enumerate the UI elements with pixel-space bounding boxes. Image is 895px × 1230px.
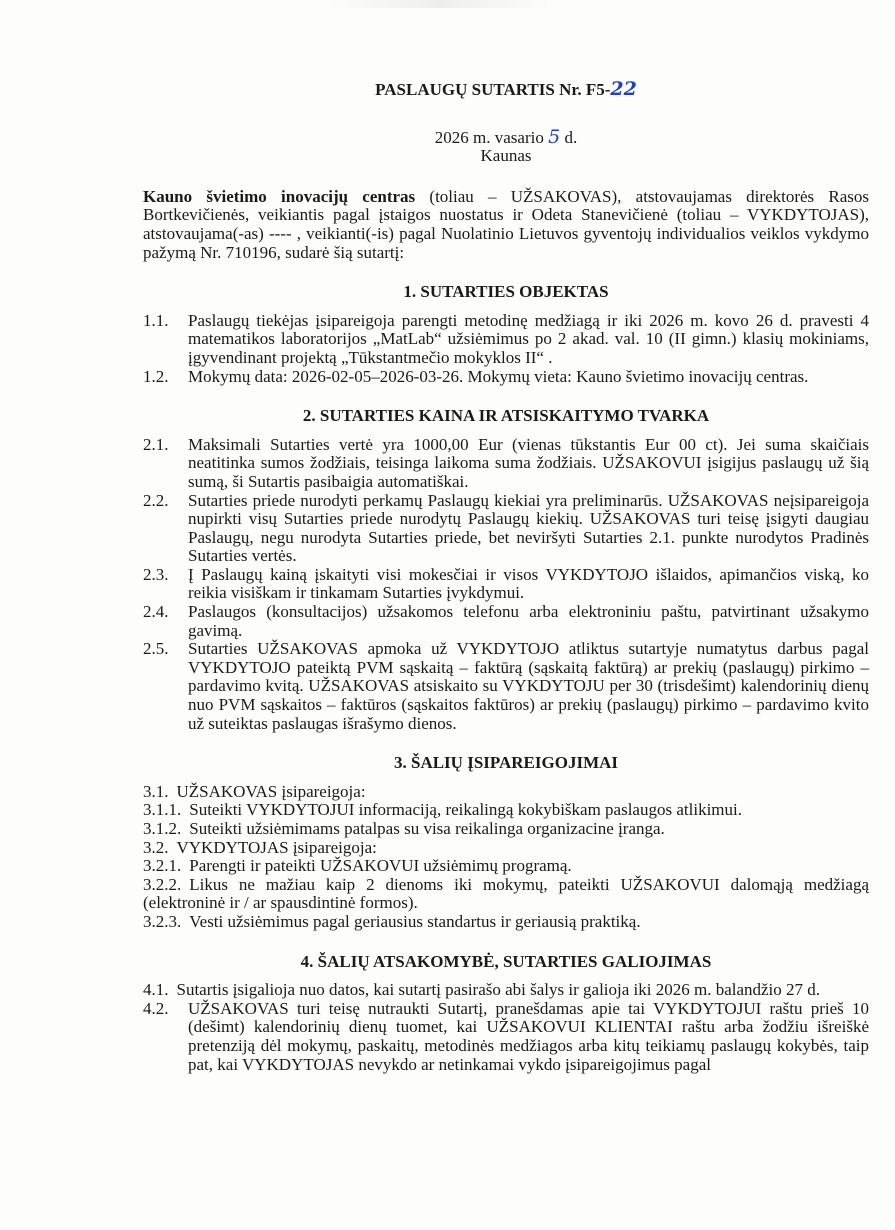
clause: [143, 640, 869, 733]
clause-text: Mokymų data: 2026-02-05–2026-03-26. Mokymų vieta: Kauno švietimo inovacijų centras.: [188, 366, 809, 386]
title-text: PASLAUGŲ SUTARTIS Nr. F5-: [375, 80, 611, 99]
intro-paragraph: [143, 188, 869, 262]
clause: [143, 603, 869, 640]
clause-text: Suteikti VYKDYTOJUI informaciją, reikalingą kokybiškam paslaugos atlikimui.: [189, 800, 742, 820]
clause: [143, 876, 869, 913]
clause-number: 2.2.: [143, 490, 169, 510]
clause-number: 2.3.: [143, 564, 169, 584]
clause: [143, 312, 869, 368]
clause: [143, 801, 869, 820]
clause-text: Sutarties UŽSAKOVAS apmoka už VYKDYTOJO atliktus sutartyje numatytus darbus pagal VYKDYTOJO pateiktą PVM sąskaitą – faktūrą (sąskaitą faktūrą) ar prekių (paslaugų) pirkimo – pardavimo kvitą. UŽSAKOVAS atsiskaito su VYKDYTOJU per 30 (trisdešimt) kalendorinių dienų nuo PVM sąskaitos – faktūros (sąskaitos faktūros) ar prekių (paslaugų) pirkimo – pardavimo kvito už suteiktas paslaugas išrašymo dienos.: [188, 639, 869, 733]
section-heading: 1. SUTARTIES OBJEKTAS: [403, 282, 609, 302]
clause-text: Sutartis įsigalioja nuo datos, kai sutartį pasirašo abi šalys ir galioja iki 2026 m. balandžio 27 d.: [176, 980, 821, 1000]
clause: [143, 820, 869, 839]
clause-number: 2.1.: [143, 434, 169, 454]
clause-number: 3.1.: [143, 781, 169, 801]
section-heading: 2. SUTARTIES KAINA IR ATSISKAITYMO TVARKA: [302, 406, 710, 426]
clause-number: 3.2.1.: [143, 856, 182, 876]
clause: [143, 566, 869, 603]
clause-number: 2.5.: [143, 639, 169, 659]
clause-text: VYKDYTOJAS įsipareigoja:: [176, 837, 377, 857]
clause-text: Suteikti užsiėmimams patalpas su visa reikalinga organizacine įranga.: [189, 819, 665, 838]
clause-number: 1.2.: [143, 366, 169, 386]
clause-number: 4.1.: [143, 980, 169, 1000]
clause: [143, 857, 869, 876]
party-name: Kauno švietimo inovacijų centras: [143, 186, 416, 206]
clause-text: Parengti ir pateikti UŽSAKOVUI užsiėmimų programą.: [189, 856, 572, 876]
clause-text: Vesti užsiėmimus pagal geriausius standartus ir geriausią praktiką.: [189, 911, 641, 931]
scan-artifact: [330, 0, 550, 8]
date-suffix: d.: [564, 127, 578, 147]
handwritten-contract-number: 22: [610, 78, 637, 100]
clause: [143, 783, 869, 802]
clause-number: 4.2.: [143, 998, 169, 1018]
section-heading: 4. ŠALIŲ ATSAKOMYBĖ, SUTARTIES GALIOJIMAS: [300, 951, 712, 971]
intro-text: (toliau – UŽSAKOVAS), atstovaujamas direktorės Rasos Bortkevičienės, veikiantis pagal įstaigos nuostatus ir Odeta Stanevičienė (toliau – VYKDYTOJAS), atstovaujama(-as) ---- , veikianti(-is) pagal Nuolatinio Lietuvos gyventojų individualios veiklos vykdymo pažymą Nr. 710196, sudarė šią sutartį:: [143, 186, 869, 262]
section-heading: 3. ŠALIŲ ĮSIPAREIGOJIMAI: [393, 753, 619, 773]
document-date: [143, 125, 869, 148]
clause-number: 3.1.2.: [143, 819, 182, 838]
handwritten-day: 5: [548, 125, 561, 148]
clause: [143, 492, 869, 566]
clause: [143, 913, 869, 932]
clause-text: Paslaugos (konsultacijos) užsakomos telefonu arba elektroniniu paštu, patvirtinant užsakymo gavimą.: [188, 602, 869, 640]
clause-number: 1.1.: [143, 310, 169, 330]
clause-number: 3.1.1.: [143, 800, 182, 820]
clause-text: Likus ne mažiau kaip 2 dienoms iki mokymų, pateikti UŽSAKOVUI dalomąją medžiagą (elektroninė ir / ar spausdintinė formos).: [143, 874, 869, 913]
clause-text: Maksimali Sutarties vertė yra 1000,00 Eur (vienas tūkstantis Eur 00 ct). Jei suma skaičiais neatitinka sumos žodžiais, teisinga laikoma suma žodžiais. UŽSAKOVUI įsigijus paslaugų už šią sumą, ši Sutartis pasibaigia automatiškai.: [188, 434, 869, 491]
date-year: 2026 m. vasario: [434, 127, 544, 147]
clause-text: Sutarties priede nurodyti perkamų Paslaugų kiekiai yra preliminarūs. UŽSAKOVAS neįsipareigoja nupirkti visų Sutarties priede nurodytų Paslaugų kiekių. UŽSAKOVAS turi teisę įsigyti daugiau Paslaugų, negu nurodyta Sutarties priede, bet neviršyti Sutarties 2.1. punkte nurodytos Pradinės Sutarties vertės.: [188, 490, 869, 566]
clause: [143, 368, 869, 387]
clause: [143, 981, 869, 1000]
clause-number: 2.4.: [143, 602, 169, 622]
clause: [143, 436, 869, 492]
document-title: [143, 80, 869, 100]
clause-number: 3.2.2.: [143, 874, 182, 894]
clause: [143, 1000, 869, 1074]
clause: [143, 839, 869, 858]
contract-page: [143, 80, 869, 1074]
clause-text: Paslaugų tiekėjas įsipareigoja parengti metodinę medžiagą ir iki 2026 m. kovo 26 d. pravesti 4 matematikos laboratorijos „MatLab“ užsiėmimus po 2 akad. val. 10 (II gimn.) klasių mokiniams, įgyvendinant projektą „Tūkstantmečio mokyklos II“ .: [188, 310, 869, 367]
clause-number: 3.2.: [143, 837, 169, 857]
clause-text: UŽSAKOVAS įsipareigoja:: [176, 781, 366, 801]
clause-text: Į Paslaugų kainą įskaityti visi mokesčiai ir visos VYKDYTOJO išlaidos, apimančios viską, ko reikia visiškam ir tinkamam Sutarties įvykdymui.: [188, 564, 869, 603]
document-city: Kaunas: [480, 146, 532, 166]
clause-number: 3.2.3.: [143, 911, 182, 931]
clause-text: UŽSAKOVAS turi teisę nutraukti Sutartį, pranešdamas apie tai VYKDYTOJUI raštu prieš 10 (dešimt) kalendorinių dienų tuomet, kai UŽSAKOVUI KLIENTAI raštu arba žodžiu išreiškė pretenziją dėl mokymų, paskaitų, metodinės medžiagos arba kitų teikiamų paslaugų kokybės, taip pat, kai VYKDYTOJAS nevykdo ar netinkamai vykdo įsipareigojimus pagal: [188, 998, 869, 1074]
